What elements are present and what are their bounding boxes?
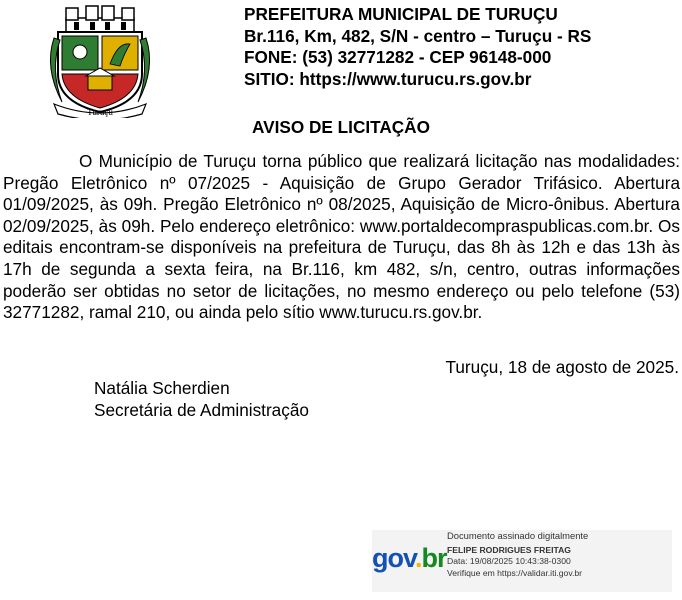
govbr-logo — [372, 543, 447, 573]
signatory-name: Natália Scherdien — [94, 378, 230, 398]
stamp-heading: Documento assinado digitalmente — [447, 530, 589, 541]
stamp-signer: FELIPE RODRIGUES FREITAG — [447, 544, 571, 555]
document-title: AVISO DE LICITAÇÃO — [252, 117, 430, 137]
dateline: Turuçu, 18 de agosto de 2025. — [445, 357, 679, 377]
website-line: SITIO: https://www.turucu.rs.gov.br — [244, 68, 532, 89]
stamp-verify-link[interactable]: Verifique em https://validar.iti.gov.br — [447, 567, 583, 578]
stamp-date: Data: 19/08/2025 10:43:38-0300 — [447, 556, 571, 567]
stamp-details — [447, 530, 588, 579]
letterhead — [244, 4, 674, 90]
crest-label: Turuçu — [87, 107, 113, 117]
govbr-logo-br: br — [421, 543, 447, 573]
notice-body: O Município de Turuçu torna público que realizará licitação nas modalidades: Pregão Eletrônico nº 07/2025 - Aquisição de Grupo Gerador Trifásico. Abertura 01/09/2025, às 09h. Pregão Eletrônico nº 08/2025, Aquisição de Micro-ônibus. Abertura 02/09/2025, às 09h. Pelo endereço eletrônico: www.portaldecompraspublicas.com.br. Os editais encontram-se disponíveis na prefeitura de Turuçu, das 8h às 12h e das 13h às 17h de segunda a sexta feira, na Br.116, km 482, s/n, centro, outras informações poderão ser obtidas no setor de licitações, no mesmo endereço ou pelo telefone (53) 32771282, ramal 210, ou ainda pelo sítio www.turucu.rs.gov.br. — [3, 151, 680, 323]
shield — [58, 32, 142, 112]
address-line: Br.116, Km, 482, S/N - centro – Turuçu - RS — [244, 25, 592, 46]
municipal-crest — [40, 4, 160, 118]
municipality-name: PREFEITURA MUNICIPAL DE TURUÇU — [244, 4, 558, 24]
digital-signature-stamp — [372, 530, 672, 592]
signatory-block — [94, 378, 309, 421]
mural-crown — [66, 6, 134, 32]
govbr-logo-gov: gov — [372, 543, 415, 573]
govbr-logo-dot: . — [415, 543, 422, 573]
phone-line: FONE: (53) 32771282 - CEP 96148-000 — [244, 47, 552, 68]
signatory-role: Secretária de Administração — [94, 399, 309, 420]
